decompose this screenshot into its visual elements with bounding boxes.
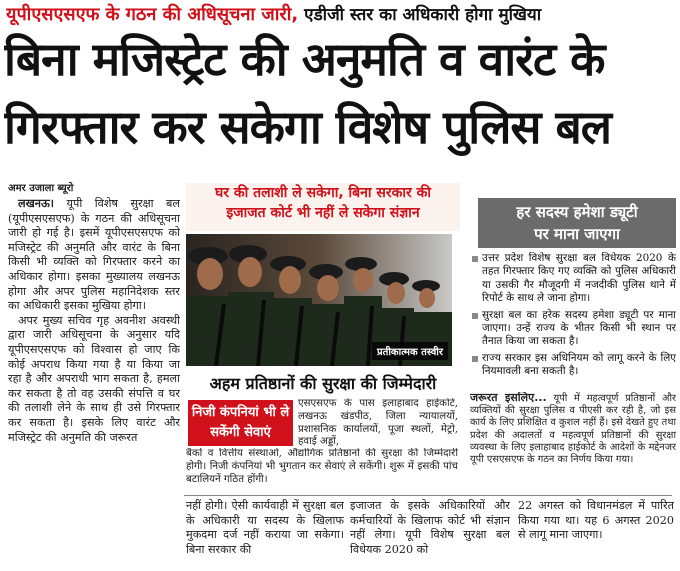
subhead-line-1: घर की तलाशी ले सकेगा, बिना सरकार की [215, 185, 431, 201]
section-text-top: एसएसएफ के पास इलाहाबाद हाईकोर्ट, लखनऊ खंडपीठ, जिला न्यायालयों, प्रशासनिक कार्यालयों, पूजा स्थलों, मेट्रो, हवाई अड्डों, [298, 398, 458, 448]
soldiers-photo [186, 234, 452, 366]
kicker-red-text: यूपीएसएसएफ के गठन की अधिसूचना जारी, [6, 4, 299, 25]
bottom-column-2: इजाजत के इसके अधिकारियों और कर्मचारियों के खिलाफ कोर्ट भी संज्ञान नहीं लेगा। यूपी विशेष सुरक्षा बल विधेयक 2020 को [350, 499, 510, 556]
kicker-black-text: एडीजी स्तर का अधिकारी होगा मुखिया [298, 5, 542, 25]
reason-box [470, 392, 676, 492]
sidebar-heading-line-2: पर माना जाएगा [534, 225, 620, 243]
section-heading: अहम प्रतिष्ठानों की सुरक्षा की जिम्मेदारी [209, 374, 437, 393]
bottom-column-1: नहीं होगी। ऐसी कार्यवाही में सुरक्षा बल के अधिकारी या सदस्य के खिलाफ मुकदमा दर्ज नहीं कराया जा सकेगा। बिना सरकार की [186, 499, 344, 556]
sidebar-bullets [470, 252, 676, 390]
article-column-1 [8, 196, 180, 571]
section-text-low: बैंकों व वित्तीय संस्थाओं, औद्योगिक प्रतिष्ठानों की सुरक्षा की जिम्मेदारी होगी। निजी कंपनियां भी भुगतान कर सेवाएं ले सकेंगी। शुरू में इसकी पांच बटालियनें गठित होंगी। [186, 448, 458, 485]
highlight-box: निजी कंपनियां भी ले सकेंगी सेवाएं [188, 400, 293, 446]
byline: अमर उजाला ब्यूरो [8, 183, 74, 194]
photo-caption: प्रतीकात्मक तस्वीर [372, 342, 448, 360]
kicker-line [6, 2, 674, 28]
bottom-column-3: 22 अगस्त को विधानमंडल में पारित किया गया था। यह 6 अगस्त 2020 से लागू माना जाएगा। [518, 499, 674, 542]
subhead-box [186, 183, 460, 231]
reason-label: जरूरत इसलिए... [470, 392, 547, 404]
headline-line-2: गिरफ्तार कर सकेगा विशेष पुलिस बल [4, 100, 611, 154]
bullet-item: सुरक्षा बल का हरेक सदस्य हमेशा ड्यूटी पर माना जाएगा। उन्हें राज्य के भीतर किसी भी स्थान पर तैनात किया जा सकता है। [470, 309, 676, 349]
sidebar-heading-box [478, 198, 676, 248]
divider-line [184, 495, 672, 496]
bullet-item: राज्य सरकार इस अधिनियम को लागू करने के लिए नियमावली बना सकती है। [470, 352, 676, 379]
reason-text: यूपी में महत्वपूर्ण प्रतिष्ठानों और व्यक्तियों की सुरक्षा पुलिस व पीएसी कर रही है, जो इस कार्य के लिए प्रशिक्षित व कुशल नहीं हैं। इसे देखते हुए तथा प्रदेश की अदालतों व महत्वपूर्ण प्रतिष्ठानों की सुरक्षा व्यवस्था के लिए इलाहाबाद हाईकोर्ट के आदेशों के मद्देनजर यूपी एसएसएफ के गठन का निर्णय किया गया। [470, 393, 676, 466]
subhead-line-2: इजाजत कोर्ट भी नहीं ले सकेगा संज्ञान [226, 205, 420, 221]
bullet-item: उत्तर प्रदेश विशेष सुरक्षा बल विधेयक 2020 के तहत गिरफ्तार किए गए व्यक्ति को पुलिस अधिकारी या उसकी गैर मौजूदगी में नजदीकी पुलिस थाने में रिपोर्ट के साथ ले जाना होगा। [470, 252, 676, 306]
column1-paragraph-1: यूपी विशेष सुरक्षा बल (यूपीएसएसएफ) के गठन की अधिसूचना जारी हो गई है। इसमें यूपीएसएसएफ को मजिस्ट्रेट की अनुमति और वारंट के बिना किसी भी व्यक्ति को गिरफ्तार करने का अधिकार होगा। इसका मुख्यालय लखनऊ होगा और अपर पुलिस महानिदेशक स्तर का अधिकारी इसका मुखिया होगा। [8, 197, 180, 313]
sidebar-heading-line-1: हर सदस्य हमेशा ड्यूटी [516, 203, 638, 221]
dateline: लखनऊ। [18, 196, 54, 210]
headline-line-1: बिना मजिस्ट्रेट की अनुमति व वारंट के [4, 32, 605, 86]
column1-paragraph-2: अपर मुख्य सचिव गृह अवनीश अवस्थी द्वारा जारी अधिसूचना के अनुसार यदि यूपीएसएसएफ को विश्वास हो जाए कि कोई अपराध किया गया है या किया जा रहा है और अपराधी भाग सकता है, हमला कर सकता है तो वह उसकी संपत्ति व घर की तलाशी लेने के साथ ही उसे गिरफ्तार कर सकता है। इसके लिए वारंट और मजिस्ट्रेट की अनुमति की जरूरत [8, 313, 180, 444]
